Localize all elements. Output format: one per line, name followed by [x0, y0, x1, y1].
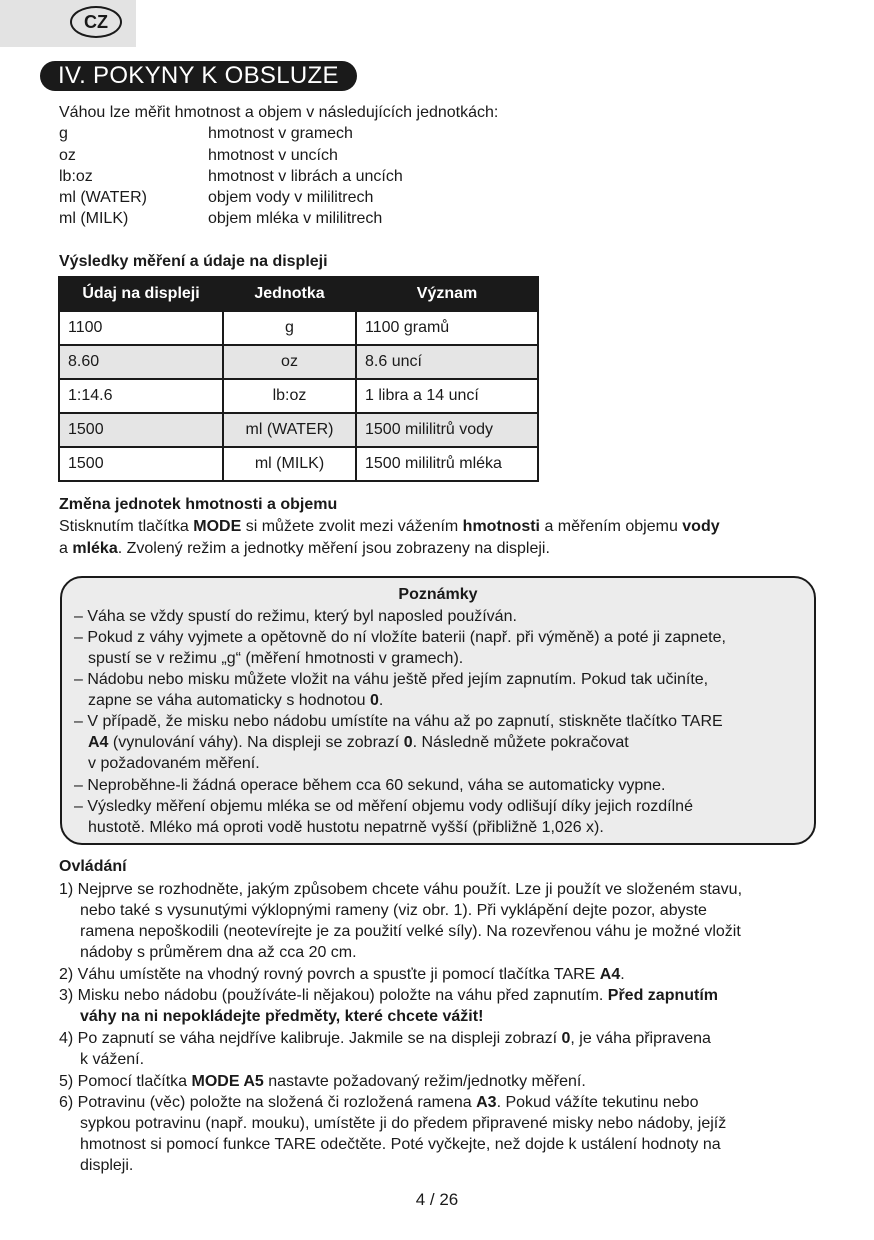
unit-desc: objem mléka v mililitrech	[208, 210, 383, 227]
notes-title: Poznámky	[398, 586, 478, 603]
emphasis: vody	[682, 518, 720, 535]
text: Stisknutím tlačítka	[59, 518, 194, 535]
note-item: – Pokud z váhy vyjmete a opětovně do ní vložíte baterii (např. při výměně) a poté ji zapnete,	[74, 629, 726, 646]
language-badge: CZ	[70, 6, 122, 38]
note-item: – Výsledky měření objemu mléka se od měření objemu vody odlišují díky jejich rozdílné	[74, 798, 693, 815]
table-header-row	[59, 277, 538, 311]
text: .	[620, 966, 625, 983]
text: . Pokud vážíte tekutinu nebo	[496, 1094, 699, 1111]
emphasis: Před zapnutím	[607, 987, 719, 1004]
step-line: váhy na ni nepokládejte předměty, které chcete vážit!	[80, 1008, 484, 1025]
note-item	[88, 732, 629, 753]
unit-desc: hmotnost v librách a uncích	[208, 168, 403, 185]
step-line	[59, 1071, 586, 1092]
results-heading: Výsledky měření a údaje na displeji	[59, 253, 328, 270]
table-row	[59, 413, 538, 447]
table-row	[59, 447, 538, 481]
note-item: spustí se v režimu „g“ (měření hmotnosti v gramech).	[88, 650, 464, 667]
note-item: – Neproběhne-li žádná operace během cca 60 sekund, váha se automaticky vypne.	[74, 777, 666, 794]
text: 3) Misku nebo nádobu (používáte-li nějakou) položte na váhu před zapnutím.	[59, 987, 608, 1004]
table-cell: ml (MILK)	[223, 447, 356, 481]
step-line	[59, 1092, 698, 1113]
mode-key: MODE	[193, 518, 242, 535]
text: nastavte požadovaný režim/jednotky měření.	[263, 1073, 586, 1090]
table-row	[59, 311, 538, 345]
change-line-1	[59, 516, 720, 537]
step-line: hmotnost si pomocí funkce TARE odečtěte. Poté vyčkejte, než dojde k ustálení hodnoty na	[80, 1136, 721, 1153]
text: .	[378, 692, 384, 709]
step-line	[59, 964, 625, 985]
table-cell: 1100 gramů	[356, 311, 538, 345]
text: 6) Potravinu (věc) položte na složená či rozložená ramena	[59, 1094, 477, 1111]
step-line: 1) Nejprve se rozhodněte, jakým způsobem chcete váhu použít. Lze ji použít ve složeném stavu,	[59, 881, 743, 898]
text: , je váha připravena	[570, 1030, 711, 1047]
unit-name: lb:oz	[59, 168, 93, 185]
unit-name: ml (MILK)	[59, 210, 129, 227]
step-line: displeji.	[80, 1157, 134, 1174]
table-cell: 1100	[59, 311, 223, 345]
note-item: hustotě. Mléko má oproti vodě hustotu nepatrně vyšší (přibližně 1,026 x).	[88, 819, 604, 836]
results-table	[58, 276, 539, 482]
change-line-2	[59, 538, 550, 559]
column-header: Význam	[356, 277, 538, 311]
table-cell: ml (WATER)	[223, 413, 356, 447]
step-line: sypkou potravinu (např. mouku), umístěte ji do předem připravené misky nebo nádoby, jejíž	[80, 1115, 727, 1132]
unit-desc: hmotnost v gramech	[208, 125, 353, 142]
table-cell: oz	[223, 345, 356, 379]
note-item: – Váha se vždy spustí do režimu, který byl naposled používán.	[74, 608, 517, 625]
table-cell: 8.6 uncí	[356, 345, 538, 379]
emphasis: 0	[369, 692, 379, 709]
unit-desc: objem vody v mililitrech	[208, 189, 374, 206]
note-item: – V případě, že misku nebo nádobu umístíte na váhu až po zapnutí, stiskněte tlačítko TARE	[74, 713, 723, 730]
table-cell: 1:14.6	[59, 379, 223, 413]
text: . Následně můžete pokračovat	[412, 734, 629, 751]
text: (vynulování váhy). Na displeji se zobrazí	[108, 734, 404, 751]
table-cell: 1500	[59, 413, 223, 447]
emphasis: hmotnosti	[462, 518, 540, 535]
step-line	[59, 1028, 711, 1049]
text: . Zvolený režim a jednotky měření jsou zobrazeny na displeji.	[117, 540, 550, 557]
emphasis: MODE A5	[191, 1073, 264, 1090]
page-number: 4 / 26	[415, 1190, 459, 1209]
table-row	[59, 379, 538, 413]
notes-box	[60, 576, 816, 845]
table-cell: g	[223, 311, 356, 345]
table-cell: 1500 mililitrů vody	[356, 413, 538, 447]
intro-text: Váhou lze měřit hmotnost a objem v následujících jednotkách:	[59, 104, 499, 121]
column-header: Jednotka	[223, 277, 356, 311]
table-cell: 1500	[59, 447, 223, 481]
emphasis: A4	[599, 966, 621, 983]
step-line	[59, 985, 718, 1006]
table-cell: 8.60	[59, 345, 223, 379]
table-cell: lb:oz	[223, 379, 356, 413]
text: 5) Pomocí tlačítka	[59, 1073, 192, 1090]
text: zapne se váha automaticky s hodnotou	[88, 692, 370, 709]
step-line: nebo také s vysunutými výklopnými rameny (viz obr. 1). Při vyklápění dejte pozor, abyste	[80, 902, 707, 919]
unit-desc: hmotnost v uncích	[208, 147, 338, 164]
emphasis: 0	[403, 734, 413, 751]
text: a	[59, 540, 73, 557]
step-line: k vážení.	[80, 1051, 145, 1068]
table-cell: 1 libra a 14 uncí	[356, 379, 538, 413]
note-item: v požadovaném měření.	[88, 755, 260, 772]
text: a měřením objemu	[540, 518, 683, 535]
section-title: IV. POKYNY K OBSLUZE	[40, 61, 357, 91]
table-cell: 1500 mililitrů mléka	[356, 447, 538, 481]
controls-heading: Ovládání	[59, 858, 127, 875]
emphasis: mléka	[72, 540, 118, 557]
note-item: – Nádobu nebo misku můžete vložit na váhu ještě před jejím zapnutím. Pokud tak učiníte,	[74, 671, 709, 688]
unit-name: oz	[59, 147, 76, 164]
step-line: nádoby s průměrem dna až cca 20 cm.	[80, 944, 357, 961]
unit-name: g	[59, 125, 68, 142]
table-row	[59, 345, 538, 379]
step-line: ramena nepoškodili (neotevírejte je za použití velké síly). Na rozevřenou váhu je možné vložit	[80, 923, 741, 940]
change-heading: Změna jednotek hmotnosti a objemu	[59, 496, 338, 513]
text: 2) Váhu umístěte na vhodný rovný povrch a spusťte ji pomocí tlačítka TARE	[59, 966, 600, 983]
note-item	[88, 690, 383, 711]
text: 4) Po zapnutí se váha nejdříve kalibruje. Jakmile se na displeji zobrazí	[59, 1030, 562, 1047]
emphasis: A4	[88, 734, 109, 751]
language-tab	[0, 0, 136, 47]
emphasis: 0	[561, 1030, 571, 1047]
text: si můžete zvolit mezi vážením	[241, 518, 463, 535]
emphasis: A3	[476, 1094, 497, 1111]
column-header: Údaj na displeji	[59, 277, 223, 311]
unit-name: ml (WATER)	[59, 189, 147, 206]
